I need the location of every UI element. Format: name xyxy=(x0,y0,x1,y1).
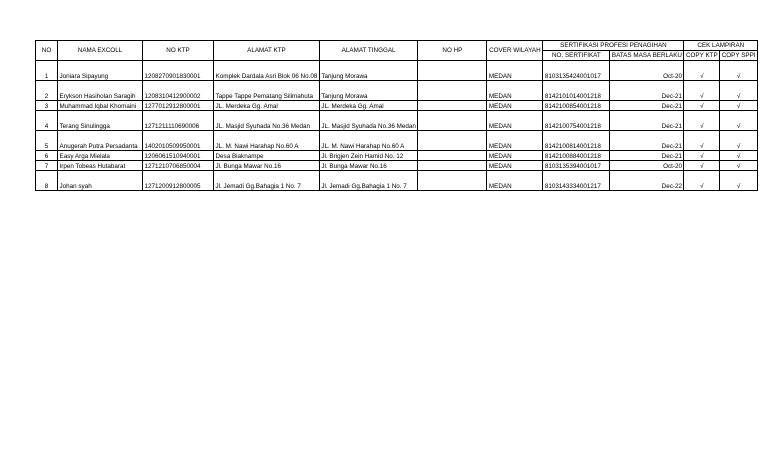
cell-nama: Muhammad Iqbal Khomaini xyxy=(58,101,143,111)
cell-alamat-ktp: Jl. Bunga Mawar No.16 xyxy=(214,161,320,171)
cell-batas: Dec-21 xyxy=(610,131,684,151)
cell-copy-sppi: √ xyxy=(720,161,758,171)
cell-copy-ktp: √ xyxy=(684,111,720,131)
table-row xyxy=(36,81,758,101)
header-copy-sppi: COPY SPPI xyxy=(721,51,756,59)
cell-wilayah: MEDAN xyxy=(487,81,543,101)
cell-ktp: 1206061510940001 xyxy=(143,151,214,161)
cell-copy-ktp: √ xyxy=(684,131,720,151)
cell-ktp: 1277012912800001 xyxy=(143,101,214,111)
cell-no: 7 xyxy=(36,161,58,171)
cell-sertifikat: 8142100884001218 xyxy=(543,151,610,161)
cell-batas: Dec-22 xyxy=(610,171,684,191)
table-row xyxy=(36,171,758,191)
header-no-ktp: NO KTP xyxy=(143,41,214,61)
header-cek-lampiran: CEK LAMPIRAN xyxy=(684,41,758,51)
cell-nama: Anugerah Putra Persadanta xyxy=(58,131,143,151)
cell-hp xyxy=(418,151,487,161)
cell-copy-ktp: √ xyxy=(684,81,720,101)
cell-batas: Dec-21 xyxy=(610,81,684,101)
cell-alamat-ktp: JL. Masjid Syuhada No.36 Medan xyxy=(214,111,320,131)
cell-alamat-tinggal: Tanjung Morawa xyxy=(319,81,418,101)
cell-hp xyxy=(418,131,487,151)
cell-ktp: 1271210706850004 xyxy=(143,161,214,171)
header-no-sertifikat: NO. SERTIFIKAT xyxy=(543,51,610,61)
cell-wilayah: MEDAN xyxy=(487,61,543,81)
header-cover-wilayah: COVER WILAYAH xyxy=(487,41,543,61)
cell-alamat-tinggal: JL. Masjid Syuhada No.36 Medan xyxy=(319,111,418,131)
cell-alamat-ktp: Tappe Tappe Pematang Silimahuta xyxy=(214,81,320,101)
cell-no: 5 xyxy=(36,131,58,151)
cell-copy-sppi: √ xyxy=(720,151,758,161)
cell-alamat-tinggal: Jl. Jemadi Gg.Bahagia 1 No. 7 xyxy=(319,171,418,191)
table-row xyxy=(36,101,758,111)
cell-wilayah: MEDAN xyxy=(487,171,543,191)
table-row xyxy=(36,161,758,171)
cell-alamat-ktp: Desa Biaknampe xyxy=(214,151,320,161)
cell-copy-sppi: √ xyxy=(720,171,758,191)
cell-batas: Dec-21 xyxy=(610,151,684,161)
cell-copy-ktp: √ xyxy=(684,171,720,191)
header-sertifikasi: SERTIFIKASI PROFESI PENAGIHAN xyxy=(543,41,684,51)
table-row xyxy=(36,151,758,161)
cell-wilayah: MEDAN xyxy=(487,131,543,151)
table-row xyxy=(36,111,758,131)
cell-copy-ktp: √ xyxy=(684,151,720,161)
cell-alamat-ktp: JL. M. Nawi Harahap No.60 A xyxy=(214,131,320,151)
excoll-table xyxy=(35,40,758,191)
cell-sertifikat: 8142100814001218 xyxy=(543,131,610,151)
cell-wilayah: MEDAN xyxy=(487,111,543,131)
cell-no: 6 xyxy=(36,151,58,161)
cell-nama: Erykson Hasiholan Saragih xyxy=(58,81,143,101)
table-body xyxy=(36,61,758,191)
cell-alamat-ktp: JL. Merdeka Gg. Amal xyxy=(214,101,320,111)
table-header xyxy=(36,41,758,61)
cell-nama: Johan syah xyxy=(58,171,143,191)
cell-sertifikat: 8142101014001218 xyxy=(543,81,610,101)
cell-nama: Joniara Sipayung xyxy=(58,61,143,81)
cell-batas: Oct-20 xyxy=(610,61,684,81)
cell-nama: Terang Sinulingga xyxy=(58,111,143,131)
cell-batas: Dec-21 xyxy=(610,111,684,131)
cell-alamat-tinggal: Jl. Brigjen Zein Hamid No. 12 xyxy=(319,151,418,161)
header-copy-ktp: COPY KTP xyxy=(685,51,718,59)
cell-copy-sppi: √ xyxy=(720,81,758,101)
cell-hp xyxy=(418,81,487,101)
cell-copy-sppi: √ xyxy=(720,131,758,151)
cell-batas: Oct-20 xyxy=(610,161,684,171)
cell-hp xyxy=(418,111,487,131)
cell-sertifikat: 8142100854001218 xyxy=(543,101,610,111)
cell-nama: Irpen Tobeas Hutabarat xyxy=(58,161,143,171)
cell-alamat-tinggal: JL. M. Nawi Harahap No.60 A xyxy=(319,131,418,151)
cell-copy-sppi: √ xyxy=(720,61,758,81)
cell-copy-ktp: √ xyxy=(684,101,720,111)
cell-copy-sppi: √ xyxy=(720,111,758,131)
cell-copy-ktp: √ xyxy=(684,161,720,171)
cell-no: 2 xyxy=(36,81,58,101)
cell-no: 3 xyxy=(36,101,58,111)
cell-nama: Easy Arga Mielala xyxy=(58,151,143,161)
cell-sertifikat: 8103143334001217 xyxy=(543,171,610,191)
cell-no: 4 xyxy=(36,111,58,131)
header-alamat-tinggal: ALAMAT TINGGAL xyxy=(319,41,418,61)
cell-hp xyxy=(418,161,487,171)
table-row xyxy=(36,131,758,151)
header-alamat-ktp: ALAMAT KTP xyxy=(214,41,320,61)
cell-alamat-ktp: Jl. Jemadi Gg.Bahagia 1 No. 7 xyxy=(214,171,320,191)
cell-hp xyxy=(418,171,487,191)
header-no: NO xyxy=(36,41,58,61)
cell-ktp: 1208270901830001 xyxy=(143,61,214,81)
cell-sertifikat: 8103135394001017 xyxy=(543,161,610,171)
header-no-hp: NO HP xyxy=(418,41,487,61)
cell-alamat-tinggal: Tanjung Morawa xyxy=(319,61,418,81)
cell-ktp: 1271211110690006 xyxy=(143,111,214,131)
cell-ktp: 1271200912800005 xyxy=(143,171,214,191)
cell-alamat-tinggal: JL. Merdeka Gg. Amal xyxy=(319,101,418,111)
cell-sertifikat: 8142100754001218 xyxy=(543,111,610,131)
cell-alamat-tinggal: Jl. Bunga Mawar No.16 xyxy=(319,161,418,171)
cell-hp xyxy=(418,61,487,81)
table-row xyxy=(36,61,758,81)
cell-hp xyxy=(418,101,487,111)
cell-no: 1 xyxy=(36,61,58,81)
cell-wilayah: MEDAN xyxy=(487,101,543,111)
cell-wilayah: MEDAN xyxy=(487,151,543,161)
cell-ktp: 1402010509950001 xyxy=(143,131,214,151)
cell-copy-sppi: √ xyxy=(720,101,758,111)
cell-alamat-ktp: Komplek Dardala Asri Blok 06 No.08 xyxy=(214,61,320,81)
header-batas-masa-berlaku: BATAS MASA BERLAKU xyxy=(611,51,682,59)
cell-ktp: 1208310412900002 xyxy=(143,81,214,101)
cell-no: 8 xyxy=(36,171,58,191)
header-nama-excoll: NAMA EXCOLL xyxy=(58,41,143,61)
cell-sertifikat: 8103135424001017 xyxy=(543,61,610,81)
cell-wilayah: MEDAN xyxy=(487,161,543,171)
cell-batas: Dec-21 xyxy=(610,101,684,111)
cell-copy-ktp: √ xyxy=(684,61,720,81)
